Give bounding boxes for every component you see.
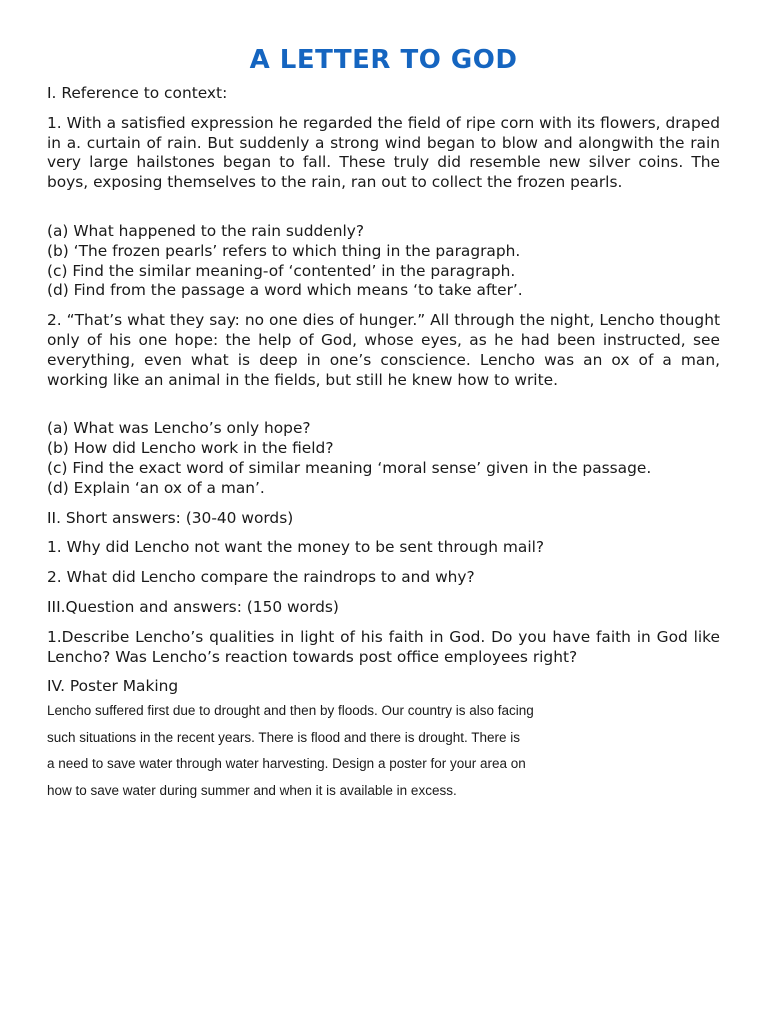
question-1a: (a) What happened to the rain suddenly?: [47, 221, 365, 240]
poster-line-1: Lencho suffered first due to drought and then by floods. Our country is also facing: [47, 703, 534, 719]
long-answer-1: 1.Describe Lencho’s qualities in light of his faith in God. Do you have faith in God like Lencho? Was Lencho’s reaction towards post office employees right?: [47, 627, 720, 666]
passage-1: 1. With a satisfied expression he regarded the field of ripe corn with its flowers, draped in a. curtain of rain. But suddenly a strong wind began to blow and alongwith the rain very large hailstones began to fall. These truly did resemble new silver coins. The boys, exposing themselves to the rain, ran out to collect the frozen pearls.: [47, 113, 720, 192]
poster-line-2: such situations in the recent years. There is flood and there is drought. There is: [47, 729, 521, 745]
poster-making-text: [47, 698, 720, 804]
question-1c: (c) Find the similar meaning-of ‘contented’ in the paragraph.: [47, 261, 516, 280]
question-1d: (d) Find from the passage a word which means ‘to take after’.: [47, 281, 523, 300]
question-2a: (a) What was Lencho’s only hope?: [47, 419, 311, 438]
question-2c: (c) Find the exact word of similar meaning ‘moral sense’ given in the passage.: [47, 458, 652, 477]
short-answer-2: 2. What did Lencho compare the raindrops to and why?: [47, 568, 475, 587]
question-2d: (d) Explain ‘an ox of a man’.: [47, 478, 265, 497]
question-1b: (b) ‘The frozen pearls’ refers to which thing in the paragraph.: [47, 241, 521, 260]
section-1-heading: I. Reference to context:: [47, 84, 228, 102]
poster-line-4: how to save water during summer and when it is available in excess.: [47, 782, 457, 798]
passage-1-questions: [47, 222, 720, 301]
poster-line-3: a need to save water through water harvesting. Design a poster for your area on: [47, 756, 526, 772]
passage-2-questions: [47, 419, 720, 498]
passage-2: 2. “That’s what they say: no one dies of hunger.” All through the night, Lencho thought only of his one hope: the help of God, whose eyes, as he had been instructed, see everything, even what is deep in one’s conscience. Lencho was an ox of a man, working like an animal in the fields, but still he knew how to write.: [47, 311, 720, 389]
question-2b: (b) How did Lencho work in the field?: [47, 439, 334, 458]
section-3-heading: III.Question and answers: (150 words): [47, 597, 339, 616]
short-answer-1: 1. Why did Lencho not want the money to be sent through mail?: [47, 538, 545, 557]
page-title: A LETTER TO GOD: [249, 45, 518, 75]
section-2-heading: II. Short answers: (30-40 words): [47, 508, 294, 527]
section-4-heading: IV. Poster Making: [47, 677, 179, 696]
